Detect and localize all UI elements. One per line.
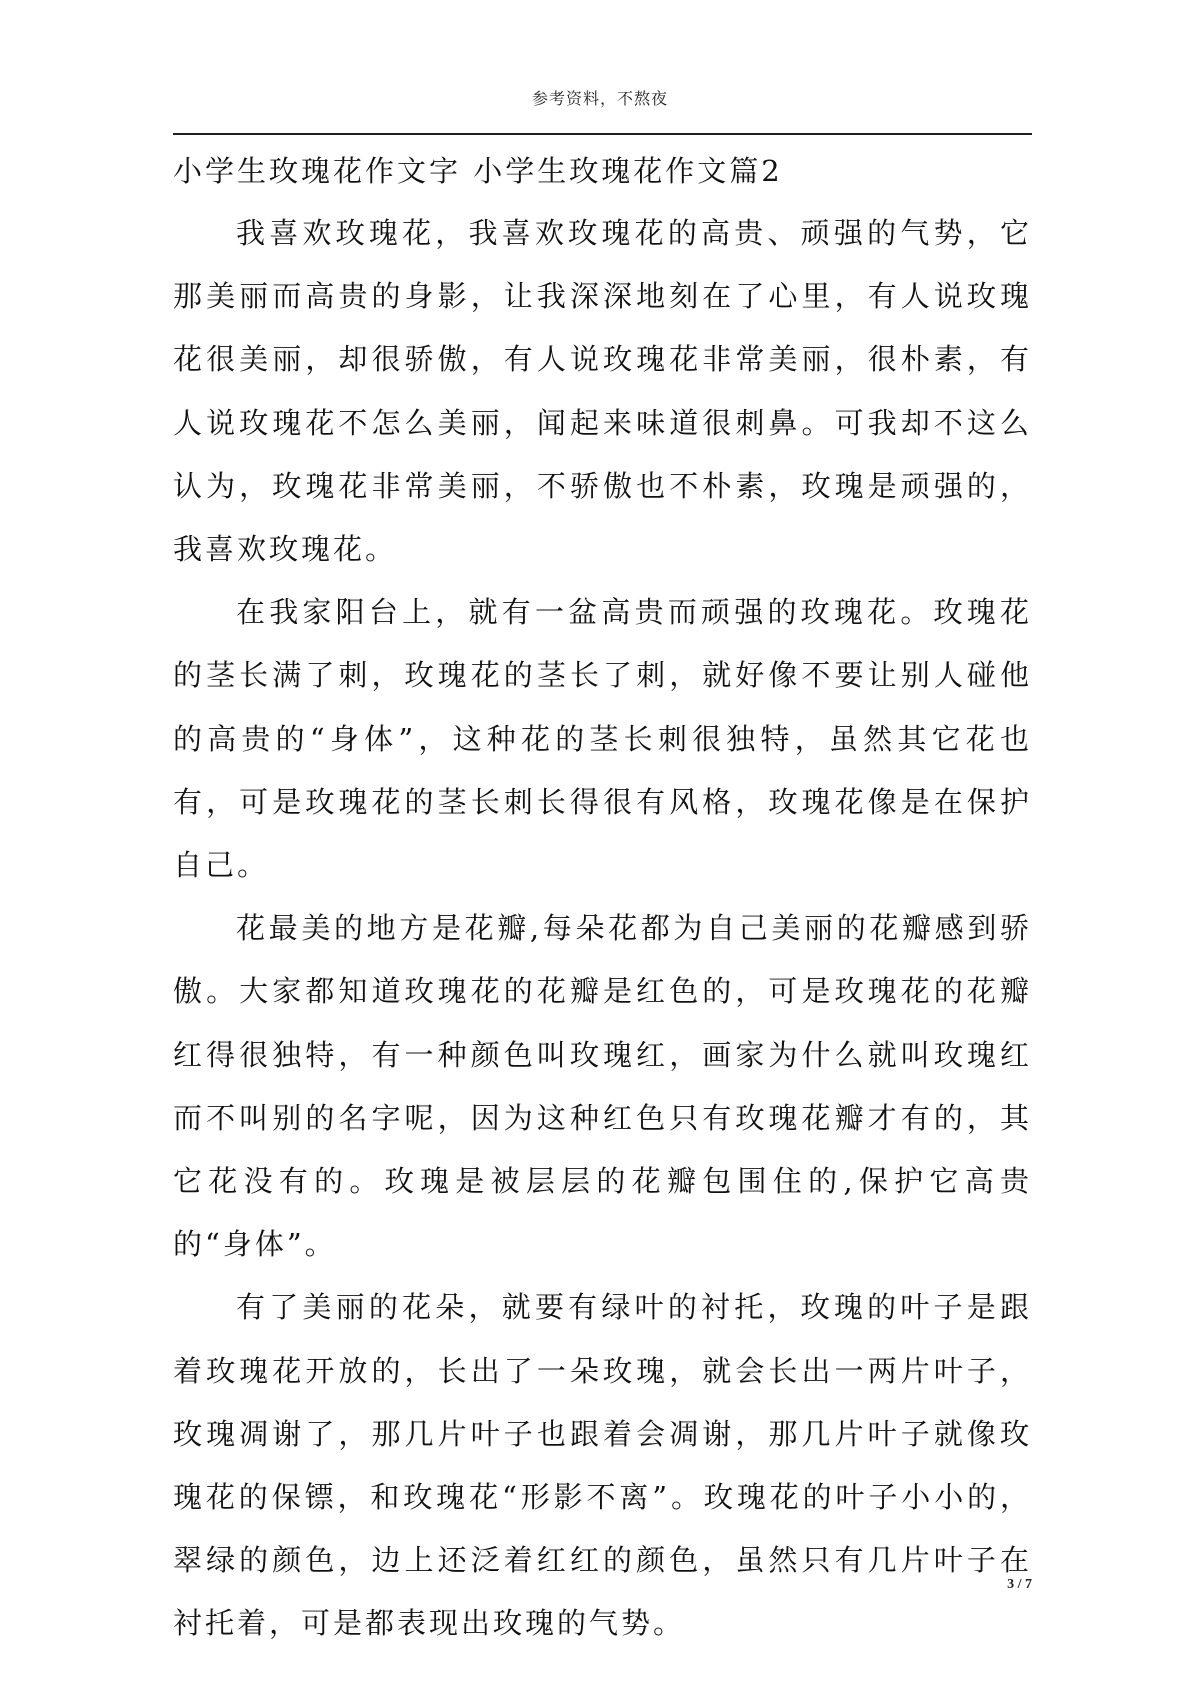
paragraph: 在我家阳台上，就有一盆高贵而顽强的玫瑰花。玫瑰花的茎长满了刺，玫瑰花的茎长了刺，就好像不要让别人碰他的高贵的“身体”，这种花的茎长刺很独特，虽然其它花也有，可是玫瑰花的茎长刺长得很有风格，玫瑰花像是在保护自己。 xyxy=(173,595,1032,883)
paragraph: 有了美丽的花朵，就要有绿叶的衬托，玫瑰的叶子是跟着玫瑰花开放的，长出了一朵玫瑰，就会长出一两片叶子，玫瑰凋谢了，那几片叶子也跟着会凋谢，那几片叶子就像玫瑰花的保镖，和玫瑰花“形影不离”。玫瑰花的叶子小小的，翠绿的颜色，边上还泛着红红的颜色，虽然只有几片叶子在衬托着，可是都表现出玫瑰的气势。 xyxy=(173,1290,1032,1641)
page-number: 3 / 7 xyxy=(1007,1577,1032,1592)
document-body xyxy=(173,202,1032,1656)
paragraph: 我喜欢玫瑰花，我喜欢玫瑰花的高贵、顽强的气势，它那美丽而高贵的身影，让我深深地刻在了心里，有人说玫瑰花很美丽，却很骄傲，有人说玫瑰花非常美丽，很朴素，有人说玫瑰花不怎么美丽，闻起来味道很刺鼻。可我却不这么认为，玫瑰花非常美丽，不骄傲也不朴素，玫瑰是顽强的，我喜欢玫瑰花。 xyxy=(173,216,1032,567)
header-divider xyxy=(173,133,1032,135)
paragraph: 花最美的地方是花瓣,每朵花都为自己美丽的花瓣感到骄傲。大家都知道玫瑰花的花瓣是红色的，可是玫瑰花的花瓣红得很独特，有一种颜色叫玫瑰红，画家为什么就叫玫瑰红而不叫别的名字呢，因为这种红色只有玫瑰花瓣才有的，其它花没有的。玫瑰是被层层的花瓣包围住的,保护它高贵的“身体”。 xyxy=(173,911,1032,1262)
page-header: 参考资料，不熬夜 xyxy=(531,89,668,108)
document-title: 小学生玫瑰花作文字 小学生玫瑰花作文篇2 xyxy=(173,154,783,188)
